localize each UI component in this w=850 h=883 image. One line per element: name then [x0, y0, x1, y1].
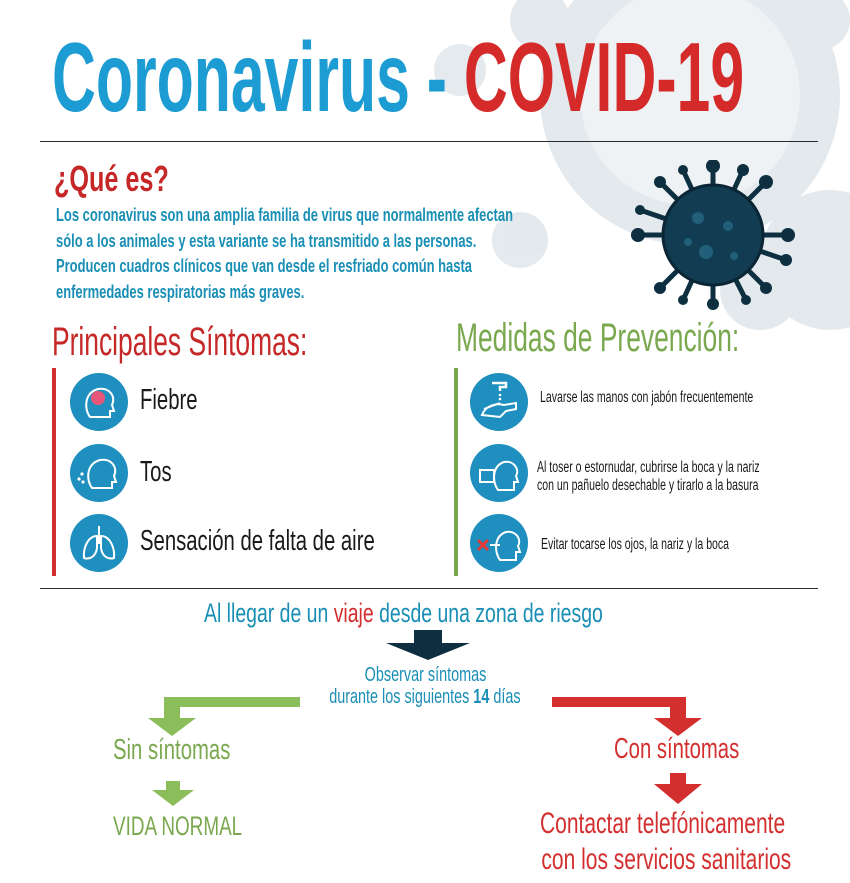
- que-es-line-1: Los coronavirus son una amplia familia de virus que normalmente afectan: [56, 204, 513, 225]
- prevention-2-line-2: con un pañuelo desechable y tirarlo a la basura: [537, 477, 759, 494]
- arrow-down-dark: [386, 630, 470, 660]
- travel-text-a: Al llegar de un: [204, 598, 329, 628]
- que-es-line-2: sólo a los animales y esta variante se ha transmitido a las personas.: [56, 229, 477, 251]
- que-es-heading: ¿Qué es?: [54, 158, 169, 199]
- travel-text-c: desde una zona de riesgo: [379, 598, 603, 628]
- observe-line-2b: días: [493, 686, 521, 708]
- prevention-1-line-1: Lavarse las manos con jabón frecuentemente: [540, 389, 754, 406]
- arrow-to-vida-normal: [152, 781, 194, 806]
- with-symptoms-label: Con síntomas: [614, 733, 740, 765]
- prevention-2-line-1: Al toser o estornudar, cubrirse la boca y la nariz: [537, 459, 760, 476]
- observe-line-2a: durante los siguientes: [329, 686, 470, 708]
- symptoms-heading: Principales Síntomas:: [52, 320, 308, 364]
- observe-line-2: [329, 686, 520, 708]
- title-coronavirus: Coronavirus: [52, 22, 410, 132]
- contact-services-text: [540, 806, 791, 878]
- observe-line-1: Observar síntomas: [364, 664, 486, 686]
- vida-normal-label: VIDA NORMAL: [113, 811, 243, 841]
- contact-line-2: con los servicios sanitarios: [541, 843, 792, 876]
- prevention-3-line-1: Evitar tocarse los ojos, la nariz y la boca: [541, 536, 730, 553]
- travel-text-viaje: viaje: [333, 598, 374, 628]
- arrow-to-contact: [654, 773, 702, 804]
- observe-text: [0, 664, 850, 708]
- symptom-cough-label: Tos: [140, 456, 172, 488]
- no-symptoms-label: Sin síntomas: [113, 734, 231, 766]
- que-es-line-4: enfermedades respiratorias más graves.: [56, 280, 305, 302]
- symptom-fever-label: Fiebre: [140, 384, 198, 416]
- contact-line-1: Contactar telefónicamente: [540, 807, 786, 840]
- symptom-breath-label: Sensación de falta de aire: [140, 525, 375, 557]
- title-separator: -: [426, 22, 448, 132]
- observe-days: 14: [473, 686, 490, 708]
- prevention-heading: Medidas de Prevención:: [456, 316, 740, 360]
- que-es-line-3: Producen cuadros clínicos que van desde el resfriado común hasta: [56, 255, 472, 276]
- title-covid19: COVID-19: [463, 22, 745, 132]
